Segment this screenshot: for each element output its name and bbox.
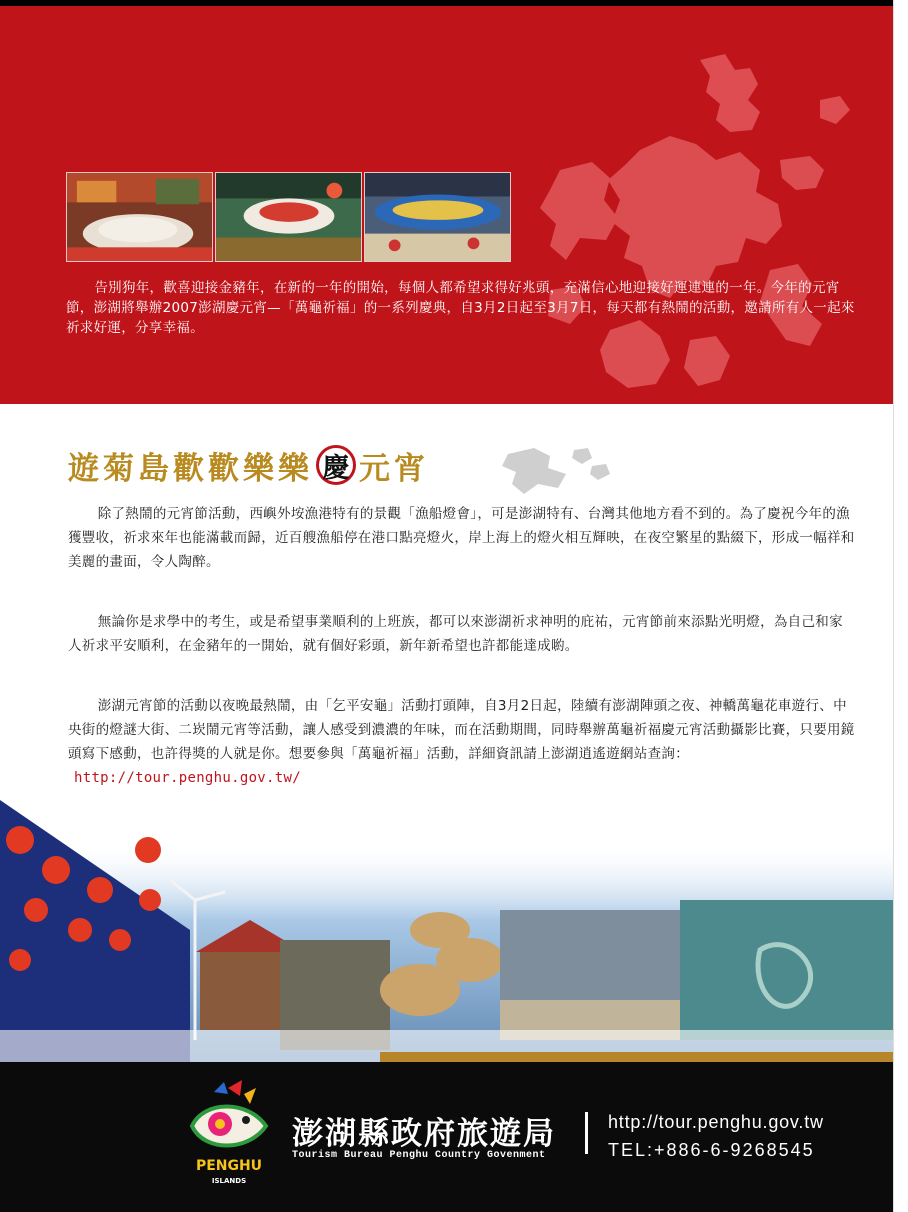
temple-turtle-photo [66, 172, 213, 262]
footer-telephone: TEL:+886-6-9268545 [608, 1140, 815, 1160]
paragraph-1: 除了熱鬧的元宵節活動，西嶼外垵漁港特有的景觀「漁船燈會」，可是澎湖特有、台灣其他地方看不到的。為了慶祝今年的漁獲豐收，祈求來年也能滿載而歸，近百艘漁船停在港口點亮燈火，岸上海上的燈火相互輝映，在夜空繁星的點綴下，形成一幅祥和美麗的畫面，令人陶醉。 [68, 506, 855, 570]
photo-collage [0, 780, 894, 1070]
logo-subtext: ISLANDS [211, 1177, 247, 1185]
heading-circled-char: 慶 [316, 445, 356, 485]
footer-subtitle: Tourism Bureau Penghu Country Govenment [292, 1150, 546, 1161]
logo-text: PENGHU [195, 1158, 263, 1174]
section-heading [68, 442, 429, 488]
rice-turtle-photo [215, 172, 362, 262]
heading-part2: 元宵 [359, 450, 429, 487]
penghu-map-silhouette [520, 40, 900, 420]
footer-divider [585, 1112, 588, 1154]
penghu-islands-logo [184, 1078, 274, 1188]
right-margin [893, 0, 908, 1212]
paragraph-2: 無論你是求學中的考生，或是希望事業順利的上班族，都可以來澎湖祈求神明的庇祐，元宵節前來添點光明燈，為自己和家人祈求平安順利，在金豬年的一開始，就有個好彩頭，新年新希望也許都能達成喲。 [68, 614, 843, 654]
footer-url-link[interactable]: http://tour.penghu.gov.tw [608, 1112, 824, 1132]
paragraph-3-text: 澎湖元宵節的活動以夜晚最熱鬧，由「乞平安龜」活動打頭陣，自3月2日起，陸續有澎湖陣頭之夜、神轎萬龜花車遊行、中央街的燈謎大街、二崁鬧元宵等活動，讓人感受到濃濃的年味，而在活動期間，同時舉辦萬龜祈福慶元宵活動攝影比賽，只要用鏡頭寫下感動，也許得獎的人就是你。想要參與「萬龜祈福」活動，詳細資訊請上澎湖逍遙遊網站查詢： [68, 698, 855, 762]
paragraph-3 [68, 694, 856, 790]
tour-website-link[interactable]: http://tour.penghu.gov.tw/ [74, 770, 301, 786]
footer-title: 澎湖縣政府旅遊局 [292, 1116, 556, 1152]
intro-paragraph: 告別狗年，歡喜迎接金豬年，在新的一年的開始，每個人都希望求得好兆頭，充滿信心地迎接好運連連的一年。今年的元宵節，澎湖將舉辦2007澎湖慶元宵—「萬龜祈福」的一系列慶典，自3月2日起至3月7日，每天都有熱鬧的活動，邀請所有人一起來祈求好運，分享幸福。 [66, 280, 855, 336]
top-black-edge [0, 0, 894, 6]
ceremony-photo [364, 172, 511, 262]
heading-part1: 遊菊島歡歡樂樂 [68, 450, 313, 487]
small-map-icon [488, 444, 618, 498]
